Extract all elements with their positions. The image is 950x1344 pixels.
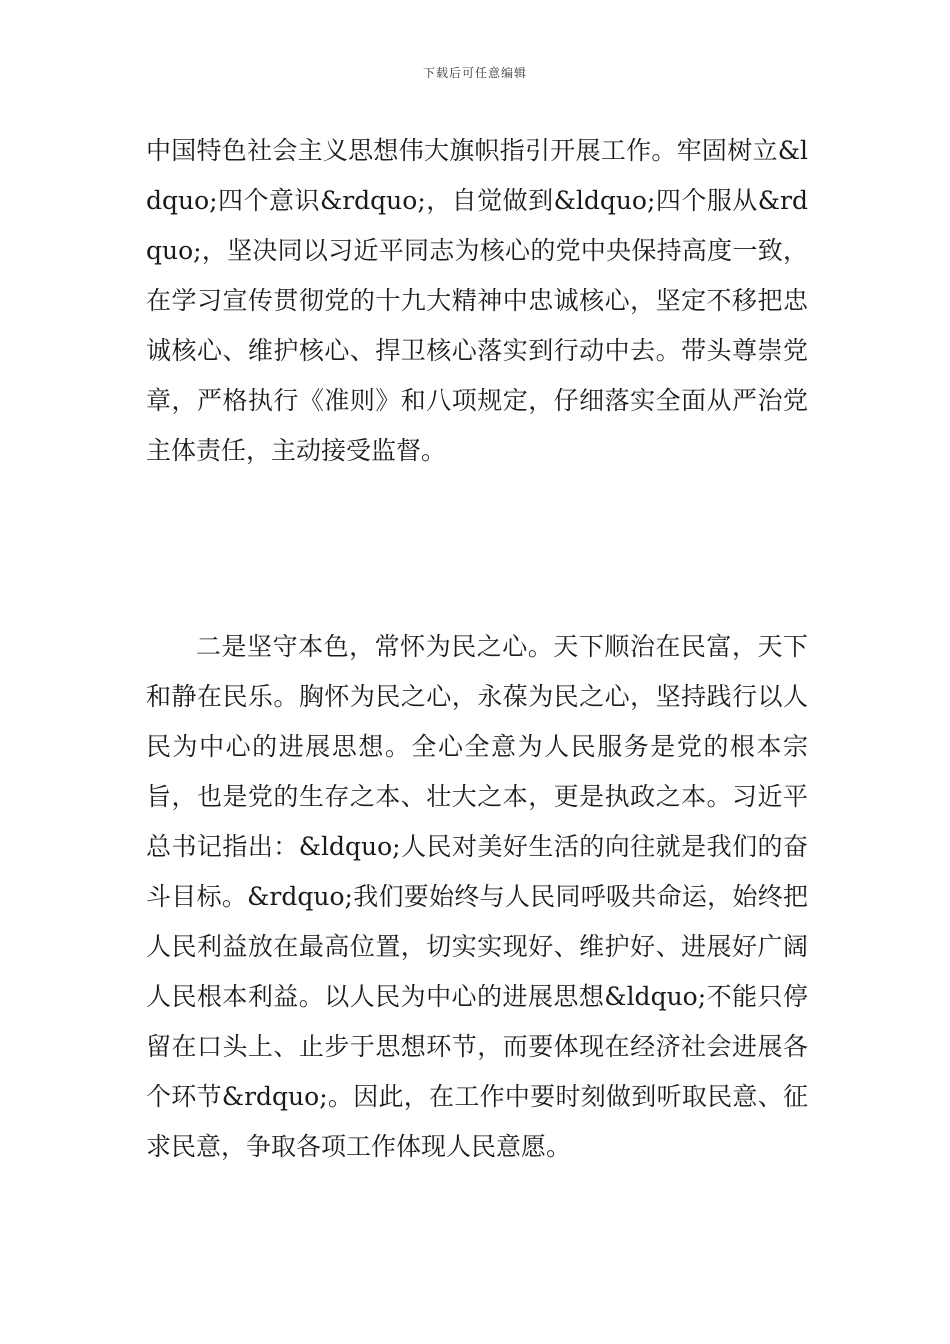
page-header: 下载后可任意编辑 xyxy=(422,66,527,80)
body-paragraph-1: 中国特色社会主义思想伟大旗帜指引开展工作。牢固树立&ldquo;四个意识&rdquo;，自觉做到&ldquo;四个服从&rdquo;，坚决同以习近平同志为核心的党中央保持高度一致，在学习宣传贯彻党的十九大精神中忠诚核心，坚定不移把忠诚核心、维护核心、捍卫核心落实到行动中去。带头尊崇党章，严格执行《准则》和八项规定，仔细落实全面从严治党主体责任，主动接受监督。 xyxy=(146,136,808,465)
body-paragraph-2: 二是坚守本色，常怀为民之心。天下顺治在民富，天下和静在民乐。胸怀为民之心，永葆为民之心，坚持践行以人民为中心的进展思想。全心全意为人民服务是党的根本宗旨，也是党的生存之本、壮大之本，更是执政之本。习近平总书记指出：&ldquo;人民对美好生活的向往就是我们的奋斗目标。&rdquo;我们要始终与人民同呼吸共命运，始终把人民利益放在最高位置，切实实现好、维护好、进展好广阔人民根本利益。以人民为中心的进展思想&ldquo;不能只停留在口头上、止步于思想环节，而要体现在经济社会进展各个环节&rdquo;。因此，在工作中要时刻做到听取民意、征求民意，争取各项工作体现人民意愿。 xyxy=(146,632,808,1161)
